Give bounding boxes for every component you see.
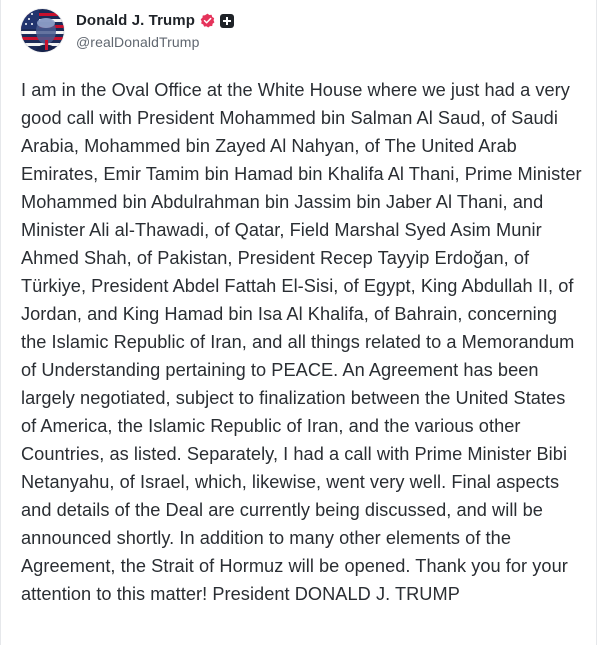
name-row bbox=[76, 11, 234, 31]
author-identity bbox=[76, 11, 234, 50]
post-header bbox=[21, 8, 234, 52]
verified-check-icon bbox=[200, 13, 215, 28]
avatar[interactable] bbox=[21, 9, 64, 52]
post-body-text: I am in the Oval Office at the White House where we just had a very good call with President Mohammed bin Salman Al Saud, of Saudi Arabia, Mohammed bin Zayed Al Nahyan, of The United Arab Emirates, Emir Tamim bin Hamad bin Khalifa Al Thani, Prime Minister Mohammed bin Abdulrahman bin Jassim bin Jaber Al Thani, and Minister Ali al-Thawadi, of Qatar, Field Marshal Syed Asim Munir Ahmed Shah, of Pakistan, President Recep Tayyip Erdoğan, of Türkiye, President Abdel Fattah El-Sisi, of Egypt, King Abdullah II, of Jordan, and King Hamad bin Isa Al Khalifa, of Bahrain, concerning the Islamic Republic of Iran, and all things related to a Memorandum of Understanding pertaining to PEACE. An Agreement has been largely negotiated, subject to finalization between the United States of America, the Islamic Republic of Iran, and the various other Countries, as listed. Separately, I had a call with Prime Minister Bibi Netanyahu, of Israel, which, likewise, went very well. Final aspects and details of the Deal are currently being discussed, and will be announced shortly. In addition to many other elements of the Agreement, the Strait of Hormuz will be opened. Thank you for your attention to this matter! President DONALD J. TRUMP bbox=[21, 80, 582, 604]
avatar-flag-portrait-icon bbox=[21, 9, 64, 52]
author-handle[interactable]: @realDonaldTrump bbox=[76, 33, 200, 50]
plus-badge-icon bbox=[220, 14, 234, 28]
author-display-name[interactable]: Donald J. Trump bbox=[76, 12, 196, 29]
